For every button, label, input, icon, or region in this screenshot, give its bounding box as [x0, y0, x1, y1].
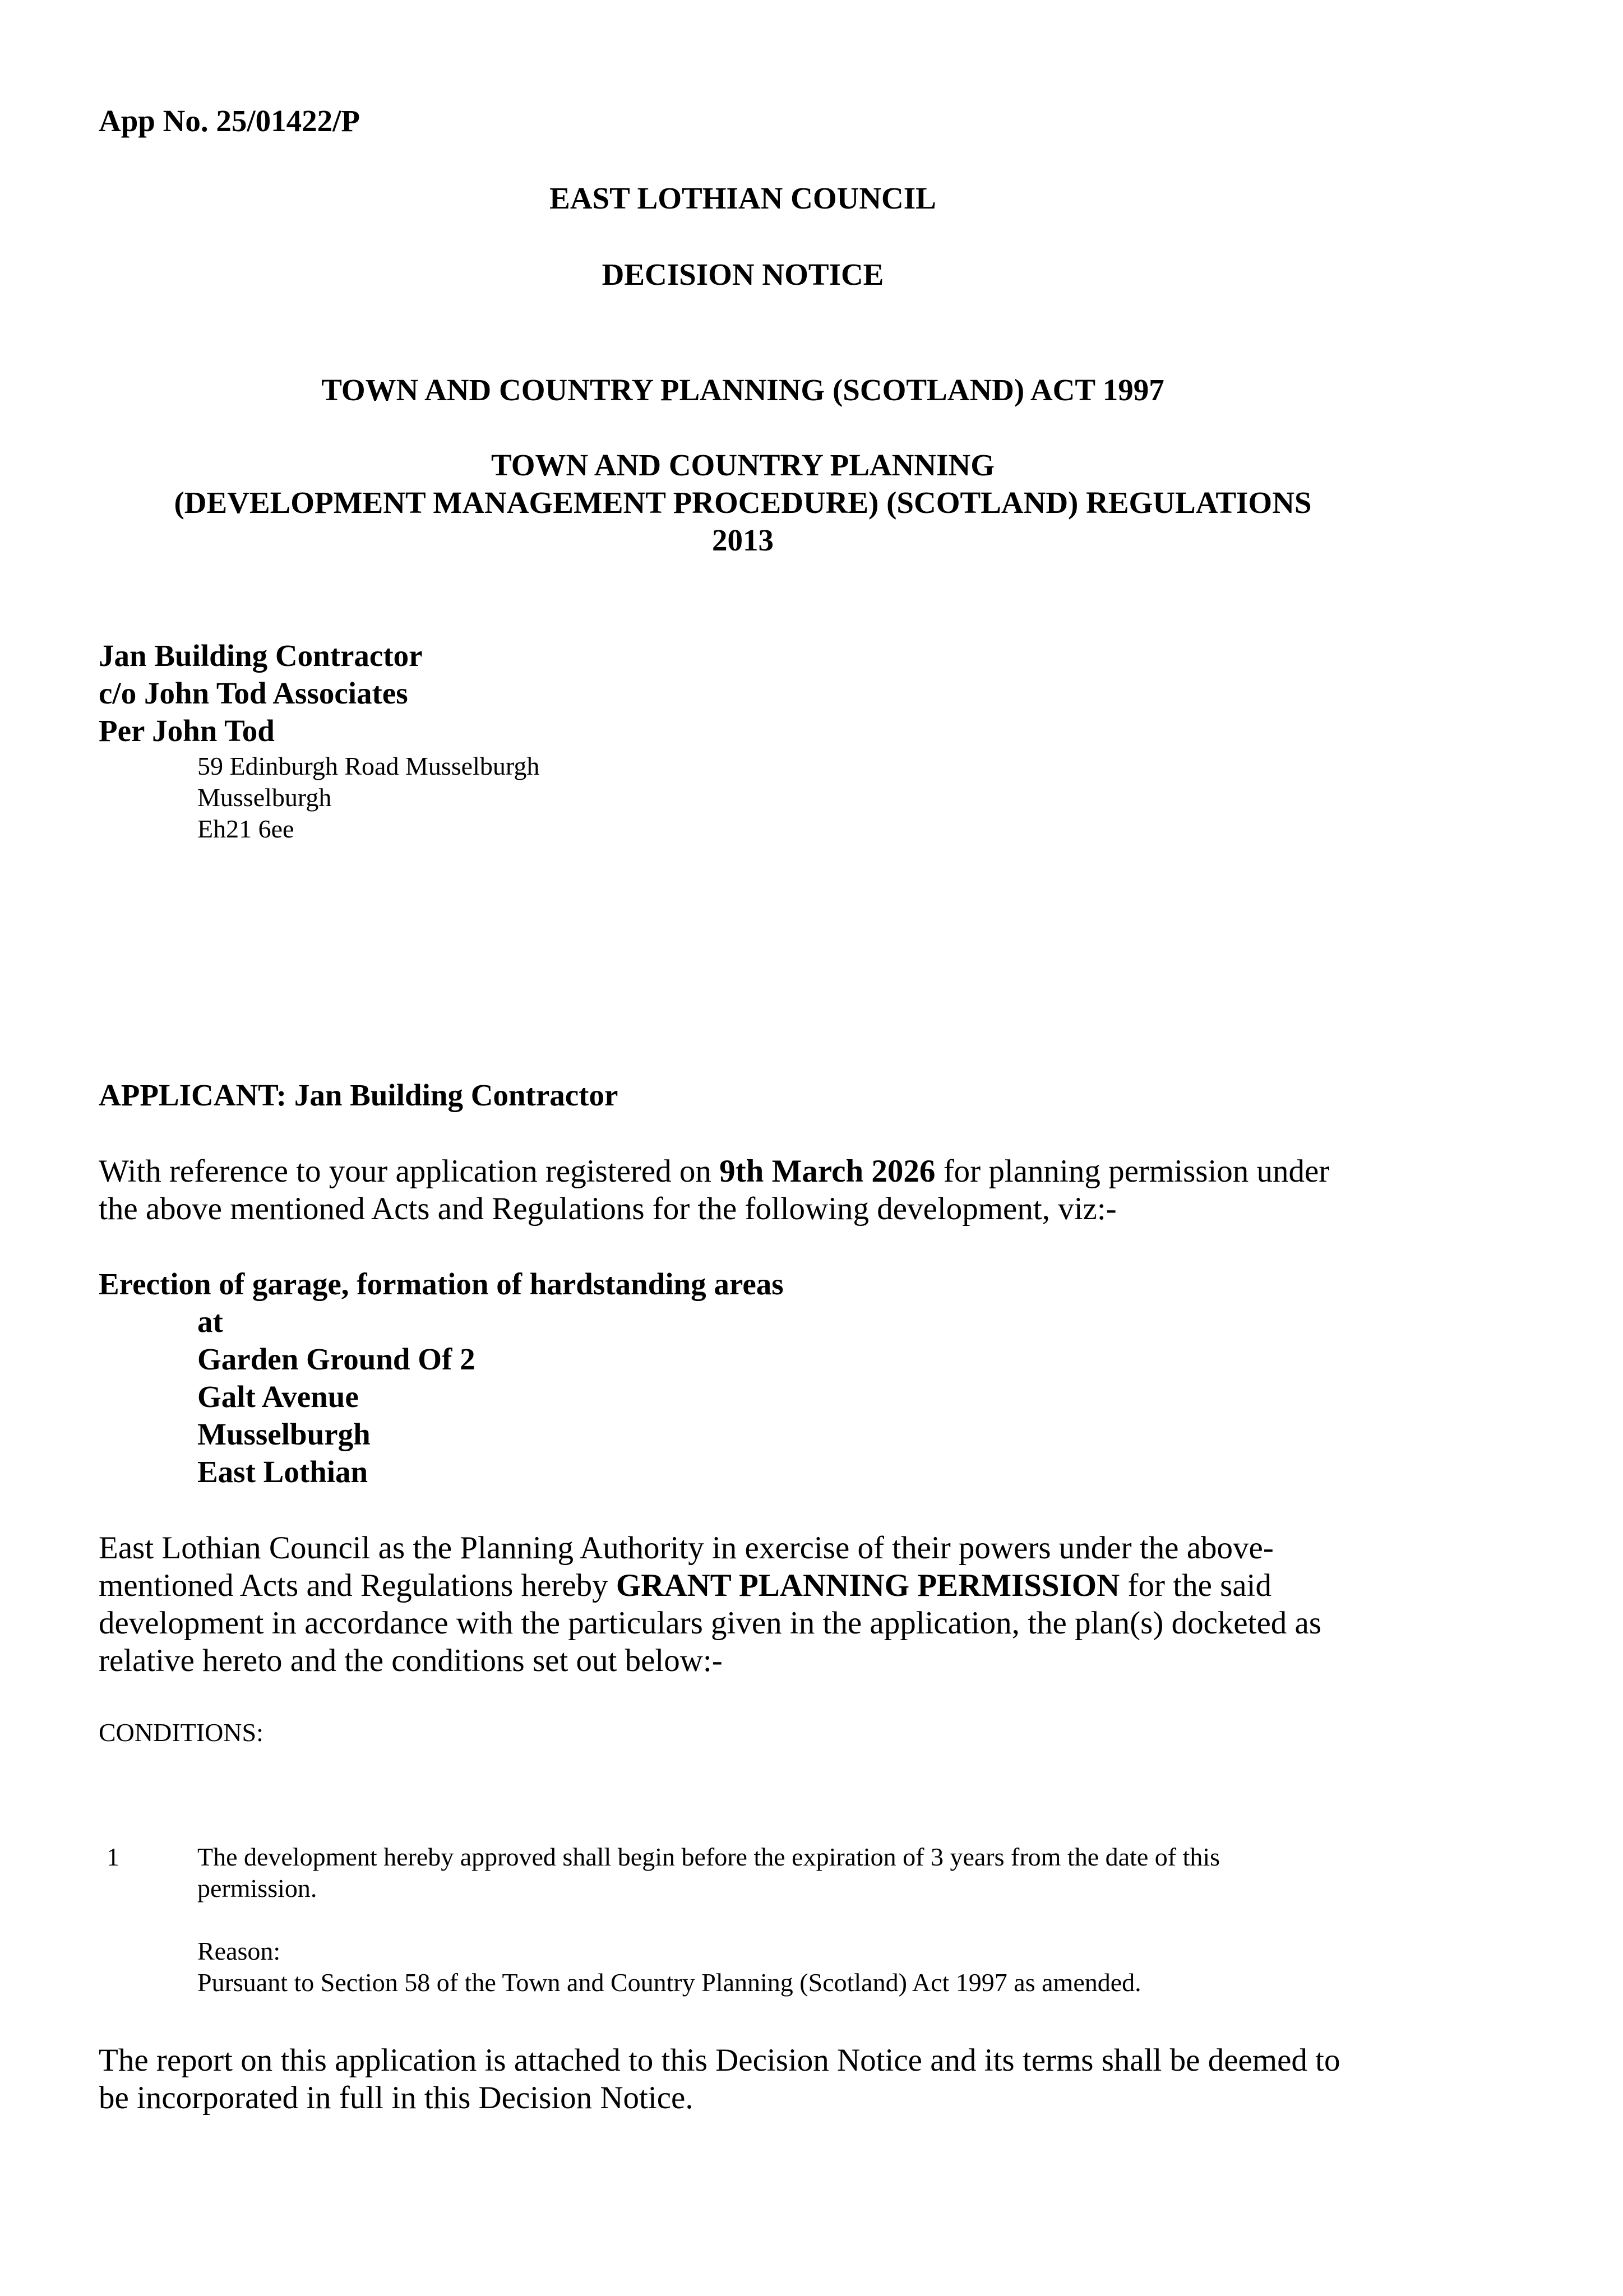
addressee-care-of: c/o John Tod Associates — [99, 676, 408, 710]
development-at: at — [197, 1304, 223, 1339]
act-title: TOWN AND COUNTRY PLANNING (SCOTLAND) ACT 1997 — [321, 373, 1164, 407]
site-address-line2: Galt Avenue — [197, 1380, 359, 1414]
site-address-line1: Garden Ground Of 2 — [197, 1342, 475, 1376]
condition-number: 1 — [107, 1843, 119, 1871]
decision-line2 — [99, 1570, 1271, 1601]
decision-line1: East Lothian Council as the Planning Authority in exercise of their powers under the above- — [99, 1530, 1274, 1566]
address-line2: Musselburgh — [197, 783, 332, 812]
regulations-title-line1: TOWN AND COUNTRY PLANNING — [491, 448, 995, 482]
regulations-title-line2: (DEVELOPMENT MANAGEMENT PROCEDURE) (SCOTLAND) REGULATIONS — [174, 485, 1312, 520]
site-address-line4: East Lothian — [197, 1455, 368, 1489]
closing-line1: The report on this application is attached to this Decision Notice and its terms shall be deemed to — [99, 2043, 1340, 2078]
addressee-name: Jan Building Contractor — [99, 638, 423, 673]
notice-title: DECISION NOTICE — [602, 257, 884, 291]
condition-text-line2: permission. — [197, 1874, 317, 1902]
regulations-title-line3: 2013 — [712, 523, 774, 557]
reference-prefix: With reference to your application registered on — [99, 1154, 720, 1189]
applicant-line: APPLICANT: Jan Building Contractor — [99, 1078, 618, 1112]
grant-planning-permission: GRANT PLANNING PERMISSION — [616, 1568, 1120, 1603]
decision-line3: development in accordance with the particulars given in the application, the plan(s) docketed as — [99, 1605, 1322, 1641]
condition-reason-text: Pursuant to Section 58 of the Town and Country Planning (Scotland) Act 1997 as amended. — [197, 1968, 1141, 1997]
conditions-heading: CONDITIONS: — [99, 1718, 263, 1747]
reference-line2: the above mentioned Acts and Regulations for the following development, viz:- — [99, 1191, 1117, 1226]
condition-text-line1: The development hereby approved shall begin before the expiration of 3 years from the date of this — [197, 1843, 1220, 1871]
reference-suffix: for planning permission under — [935, 1154, 1330, 1189]
development-description: Erection of garage, formation of hardstanding areas — [99, 1267, 784, 1301]
site-address-line3: Musselburgh — [197, 1417, 371, 1451]
application-number: App No. 25/01422/P — [99, 104, 360, 138]
address-line3: Eh21 6ee — [197, 814, 294, 843]
addressee-per: Per John Tod — [99, 714, 275, 748]
registration-date: 9th March 2026 — [719, 1154, 936, 1189]
council-name: EAST LOTHIAN COUNCIL — [549, 181, 936, 215]
condition-reason-label: Reason: — [197, 1937, 281, 1965]
decision-line2-suffix: for the said — [1120, 1568, 1271, 1603]
decision-line4: relative hereto and the conditions set out below:- — [99, 1643, 723, 1678]
closing-line2: be incorporated in full in this Decision Notice. — [99, 2080, 693, 2116]
reference-line1 — [99, 1155, 1329, 1187]
address-line1: 59 Edinburgh Road Musselburgh — [197, 752, 540, 780]
decision-line2-prefix: mentioned Acts and Regulations hereby — [99, 1568, 616, 1603]
